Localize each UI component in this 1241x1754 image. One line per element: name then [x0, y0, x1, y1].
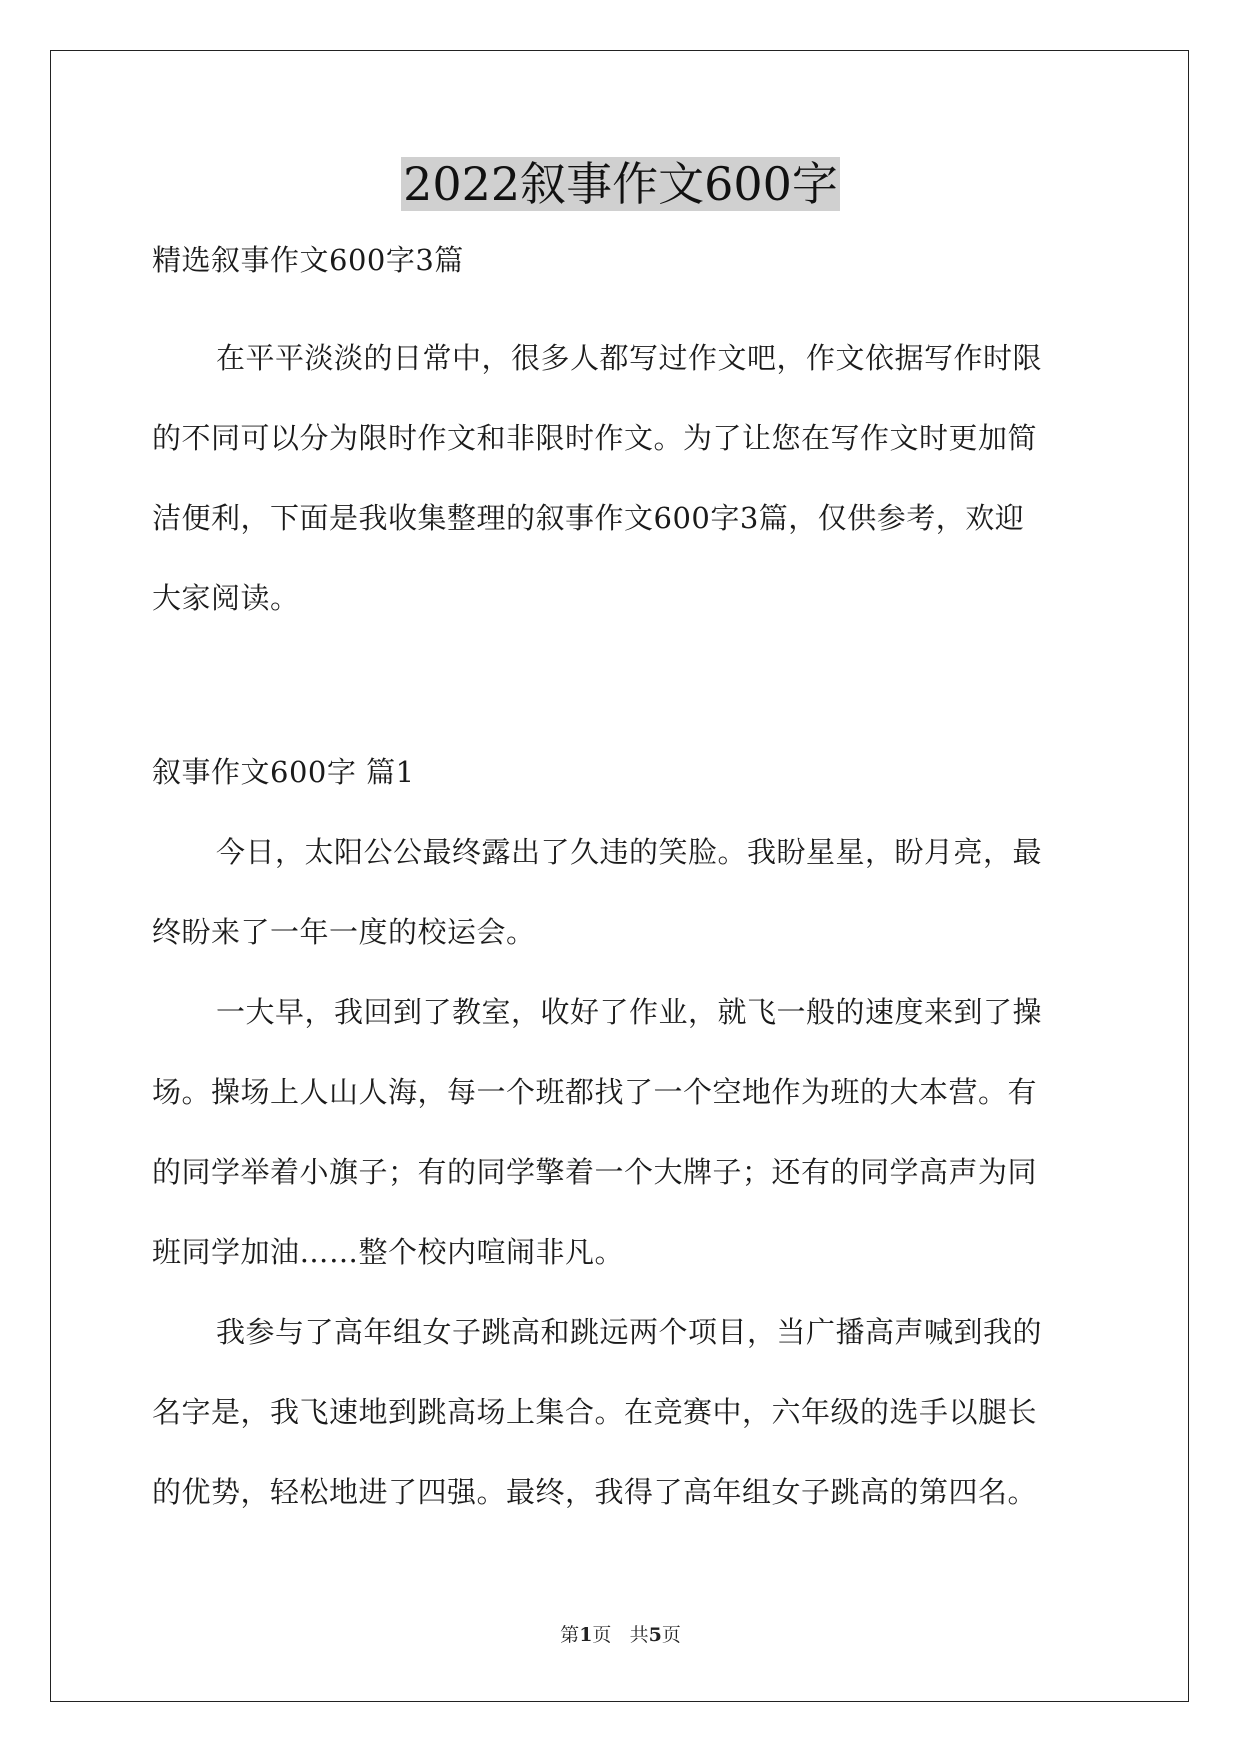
paragraph-line: 班同学加油……整个校内喧闹非凡。	[152, 1235, 625, 1269]
paragraph-line: 我参与了高年组女子跳高和跳远两个项目，当广播高声喊到我的	[216, 1315, 1043, 1349]
footer-page-suffix: 页	[592, 1624, 612, 1646]
paragraph-line: 一大早，我回到了教室，收好了作业，就飞一般的速度来到了操	[216, 995, 1043, 1029]
paragraph-line: 名字是，我飞速地到跳高场上集合。在竞赛中，六年级的选手以腿长	[152, 1395, 1038, 1429]
footer-total-prefix: 共	[629, 1624, 649, 1646]
paragraph-line: 今日，太阳公公最终露出了久违的笑脸。我盼星星，盼月亮，最	[216, 835, 1043, 869]
paragraph-2	[152, 972, 1087, 1292]
footer-prefix: 第	[560, 1624, 580, 1646]
footer-total-suffix: 页	[661, 1624, 681, 1646]
page-footer	[0, 1620, 1241, 1647]
paragraph-line: 在平平淡淡的日常中，很多人都写过作文吧，作文依据写作时限	[216, 341, 1043, 375]
intro-paragraph	[152, 318, 1087, 638]
footer-page-number: 1	[579, 1624, 593, 1646]
paragraph-3	[152, 1292, 1087, 1532]
paragraph-line: 的同学举着小旗子；有的同学擎着一个大牌子；还有的同学高声为同	[152, 1155, 1038, 1189]
paragraph-line: 的不同可以分为限时作文和非限时作文。为了让您在写作文时更加简	[152, 421, 1038, 455]
paragraph-line: 的优势，轻松地进了四强。最终，我得了高年组女子跳高的第四名。	[152, 1475, 1038, 1509]
title-text: 2022叙事作文600字	[403, 157, 838, 211]
paragraph-line: 洁便利，下面是我收集整理的叙事作文600字3篇，仅供参考，欢迎	[152, 501, 1025, 535]
paragraph-line: 场。操场上人山人海，每一个班都找了一个空地作为班的大本营。有	[152, 1075, 1038, 1109]
footer-total-pages: 5	[648, 1624, 662, 1646]
paragraph-line: 大家阅读。	[152, 581, 300, 615]
paragraph-line: 终盼来了一年一度的校运会。	[152, 915, 536, 949]
section-heading: 叙事作文600字 篇1	[152, 755, 415, 789]
paragraph-1	[152, 812, 1087, 972]
subtitle: 精选叙事作文600字3篇	[152, 243, 464, 277]
document-title	[0, 152, 1241, 216]
